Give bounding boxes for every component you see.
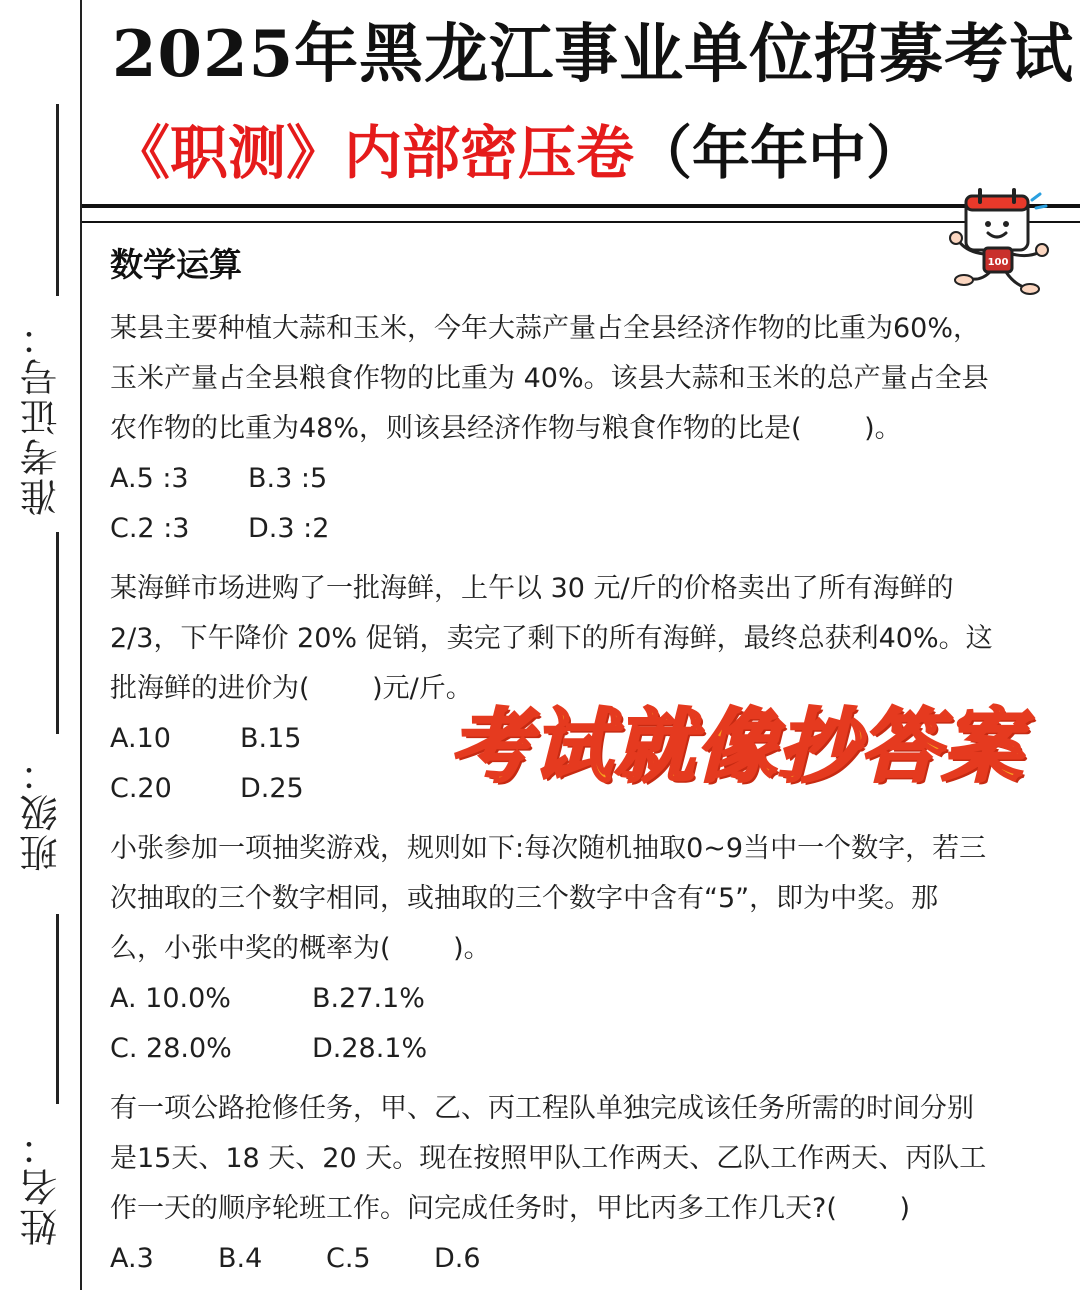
- margin-rule: [80, 0, 82, 1290]
- option-row: [110, 974, 1060, 1024]
- calendar-mascot-icon: [944, 186, 1056, 298]
- option-row: [110, 1024, 1060, 1074]
- question-line: 某县主要种植大蒜和玉米，今年大蒜产量占全县经济作物的比重为60%，: [110, 313, 981, 344]
- option-c[interactable]: C.2 :3: [110, 513, 190, 544]
- option-d[interactable]: D.6: [434, 1243, 481, 1274]
- mascot-badge-text: 100: [987, 257, 1009, 268]
- class-label: 班级：: [20, 752, 64, 872]
- section-title: 数学运算: [110, 245, 242, 284]
- question-line: 有一项公路抢修任务，甲、乙、丙工程队单独完成该任务所需的时间分别: [110, 1093, 974, 1124]
- header-divider-thin: [82, 221, 1080, 223]
- option-c[interactable]: C. 28.0%: [110, 1033, 232, 1064]
- question-line: 批海鲜的进价为( )元/斤。: [110, 673, 473, 704]
- option-c[interactable]: C.20: [110, 773, 172, 804]
- option-d[interactable]: D.28.1%: [312, 1033, 428, 1064]
- question-line: 某海鲜市场进购了一批海鲜，上午以 30 元/斤的价格卖出了所有海鲜的: [110, 573, 954, 604]
- promo-stamp-text: 考试就像抄答案: [450, 700, 1024, 793]
- exam-id-label: 准考证号：: [20, 316, 64, 516]
- question-line: 作一天的顺序轮班工作。问完成任务时，甲比丙多工作几天?( ): [110, 1193, 910, 1224]
- question-line: 2/3，下午降价 20% 促销，卖完了剩下的所有海鲜，最终总获利40%。这: [110, 623, 993, 654]
- class-line: [56, 532, 59, 734]
- option-a[interactable]: A.3: [110, 1243, 154, 1274]
- option-row: [110, 504, 1060, 554]
- option-b[interactable]: B.4: [218, 1243, 263, 1274]
- page-subtitle: [112, 110, 1062, 196]
- name-label: 姓名：: [20, 1126, 64, 1246]
- option-d[interactable]: D.25: [240, 773, 304, 804]
- option-d[interactable]: D.3 :2: [248, 513, 330, 544]
- question-3: [110, 824, 1060, 1074]
- option-row: [110, 1234, 1060, 1284]
- question-line: 小张参加一项抽奖游戏，规则如下:每次随机抽取0~9当中一个数字，若三: [110, 833, 987, 864]
- header-divider-thick: [82, 204, 1080, 208]
- option-b[interactable]: B.15: [240, 723, 302, 754]
- option-row: [110, 454, 1060, 504]
- exam-id-line: [56, 104, 59, 296]
- option-b[interactable]: B.3 :5: [248, 463, 328, 494]
- question-line: 玉米产量占全县粮食作物的比重为 40%。该县大蒜和玉米的总产量占全县: [110, 363, 989, 394]
- question-line: 是15天、18 天、20 天。现在按照甲队工作两天、乙队工作两天、丙队工: [110, 1143, 987, 1174]
- question-line: 农作物的比重为48%，则该县经济作物与粮食作物的比是( )。: [110, 413, 902, 444]
- option-a[interactable]: A. 10.0%: [110, 983, 231, 1014]
- question-line: 么，小张中奖的概率为( )。: [110, 933, 491, 964]
- option-b[interactable]: B.27.1%: [312, 983, 425, 1014]
- question-line: 次抽取的三个数字相同，或抽取的三个数字中含有“5”，即为中奖。那: [110, 883, 939, 914]
- question-4: [110, 1084, 1060, 1284]
- question-1: [110, 304, 1060, 554]
- subtitle-red-part: 《职测》内部密压卷: [112, 119, 635, 187]
- option-a[interactable]: A.5 :3: [110, 463, 189, 494]
- option-c[interactable]: C.5: [326, 1243, 371, 1274]
- name-line: [56, 914, 59, 1104]
- subtitle-black-part: （年年中）: [634, 119, 925, 187]
- page-title: 2025年黑龙江事业单位招募考试: [112, 17, 1075, 92]
- option-a[interactable]: A.10: [110, 723, 171, 754]
